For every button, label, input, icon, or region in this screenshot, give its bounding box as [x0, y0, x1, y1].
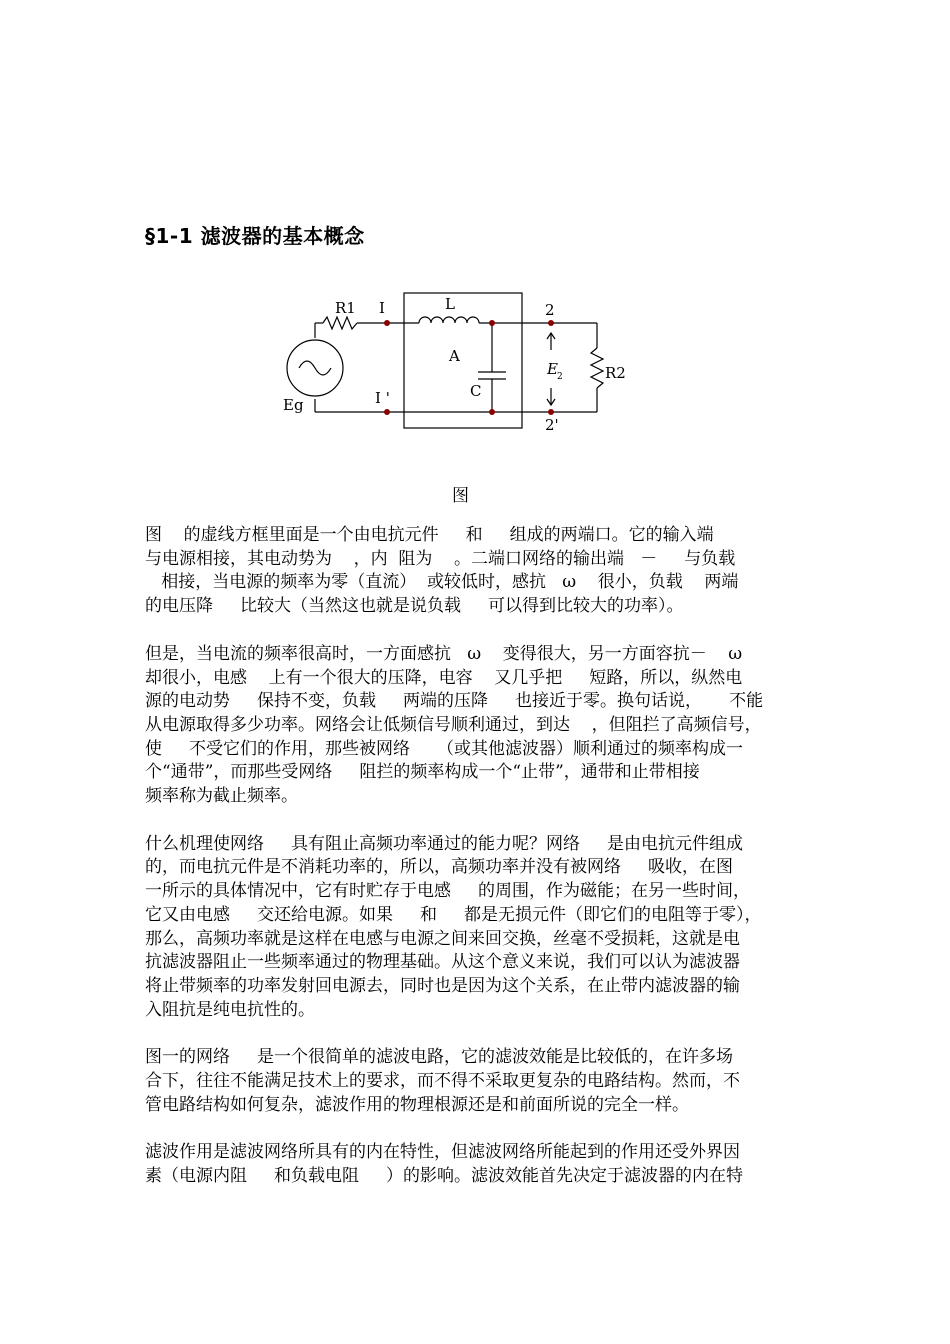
- paragraph: [145, 1141, 813, 1188]
- paragraph: [145, 643, 813, 809]
- paragraph-line: 管电路结构如何复杂，滤波作用的物理根源还是和前面所说的完全一样。: [145, 1094, 689, 1115]
- circuit-diagram: [275, 288, 635, 438]
- label-r1: R1: [335, 299, 356, 317]
- paragraph-line: 但是，当电流的频率很高时，一方面感抗 ω 变得很大，另一方面容抗－ ω: [145, 643, 743, 664]
- label-a: A: [449, 347, 460, 365]
- paragraph-line: 入阻抗是纯电抗性的。: [145, 999, 315, 1020]
- label-node-2-prime: 2': [545, 416, 559, 434]
- paragraph: [145, 833, 813, 1023]
- paragraph: [145, 524, 813, 619]
- label-l: L: [445, 295, 455, 313]
- paragraph-line: 个“通带”，而那些受网络 阻拦的频率构成一个“止带”，通带和止带相接: [145, 762, 700, 783]
- paragraph-line: 与电源相接，其电动势为 ，内 阻为 。二端口网络的输出端 － 与负载: [145, 548, 736, 569]
- paragraph-line: 相接，当电源的频率为零（直流） 或较低时，感抗 ω 很小，负载 两端: [145, 572, 739, 593]
- section-heading: §1-1 滤波器的基本概念: [145, 224, 365, 248]
- paragraph-line: 一所示的具体情况中，它有时贮存于电感 的周围，作为磁能；在另一些时间，: [145, 881, 751, 902]
- paragraph-line: 什么机理使网络 具有阻止高频功率通过的能力呢？网络 是由电抗元件组成: [145, 833, 744, 854]
- paragraph-line: 它又由电感 交还给电源。如果 和 都是无损元件（即它们的电阻等于零），: [145, 904, 762, 925]
- paragraph-line: 频率称为截止频率。: [145, 786, 298, 807]
- label-eg: Eg: [283, 396, 304, 414]
- label-node-2: 2: [545, 301, 555, 319]
- paragraph-line: 的，而电抗元件是不消耗功率的，所以，高频功率并没有被网络 吸收，在图: [145, 857, 734, 878]
- paragraph-line: 抗滤波器阻止一些频率通过的物理基础。从这个意义来说，我们可以认为滤波器: [145, 952, 740, 973]
- label-e2-sub: 2: [557, 372, 563, 382]
- paragraph-line: 滤波作用是滤波网络所具有的内在特性，但滤波网络所能起到的作用还受外界因: [145, 1142, 740, 1163]
- paragraph-line: 使 不受它们的作用，那些被网络 （或其他滤波器）顺利通过的频率构成一: [145, 738, 744, 759]
- paragraph-line: 图一的网络 是一个很简单的滤波电路，它的滤波效能是比较低的，在许多场: [145, 1047, 734, 1068]
- paragraph-line: 源的电动势 保持不变，负载 两端的压降 也接近于零。换句话说， 不能: [145, 691, 764, 712]
- circuit-figure: [275, 288, 635, 438]
- paragraph: [145, 1046, 813, 1117]
- label-r2: R2: [605, 364, 626, 382]
- body-text: [145, 524, 813, 1213]
- paragraph-line: 将止带频率的功率发射回电源去，同时也是因为这个关系，在止带内滤波器的输: [145, 975, 740, 996]
- paragraph-line: 那么，高频功率就是这样在电感与电源之间来回交换，丝毫不受损耗，这就是电: [145, 928, 740, 949]
- paragraph-line: 合下，往往不能满足技术上的要求，而不得不采取更复杂的电路结构。然而，不: [145, 1071, 740, 1092]
- label-i-prime: I ': [375, 389, 390, 407]
- paragraph-line: 图 的虚线方框里面是一个由电抗元件 和 组成的两端口。它的输入端: [145, 525, 714, 545]
- figure-caption: 图: [452, 486, 469, 506]
- paragraph-line: 的电压降 比较大（当然这也就是说负载 可以得到比较大的功率）。: [145, 596, 684, 617]
- label-i: I: [379, 299, 385, 317]
- paragraph-line: 素（电源内阻 和负载电阻 ）的影响。滤波效能首先决定于滤波器的内在特: [145, 1166, 744, 1187]
- label-c: C: [470, 382, 482, 400]
- paragraph-line: 从电源取得多少功率。网络会让低频信号顺利通过，到达 ，但阻拦了高频信号，: [145, 714, 762, 735]
- label-e2: E: [547, 360, 558, 378]
- paragraph-line: 却很小，电感 上有一个很大的压降，电容 又几乎把 短路，所以，纵然电: [145, 667, 743, 688]
